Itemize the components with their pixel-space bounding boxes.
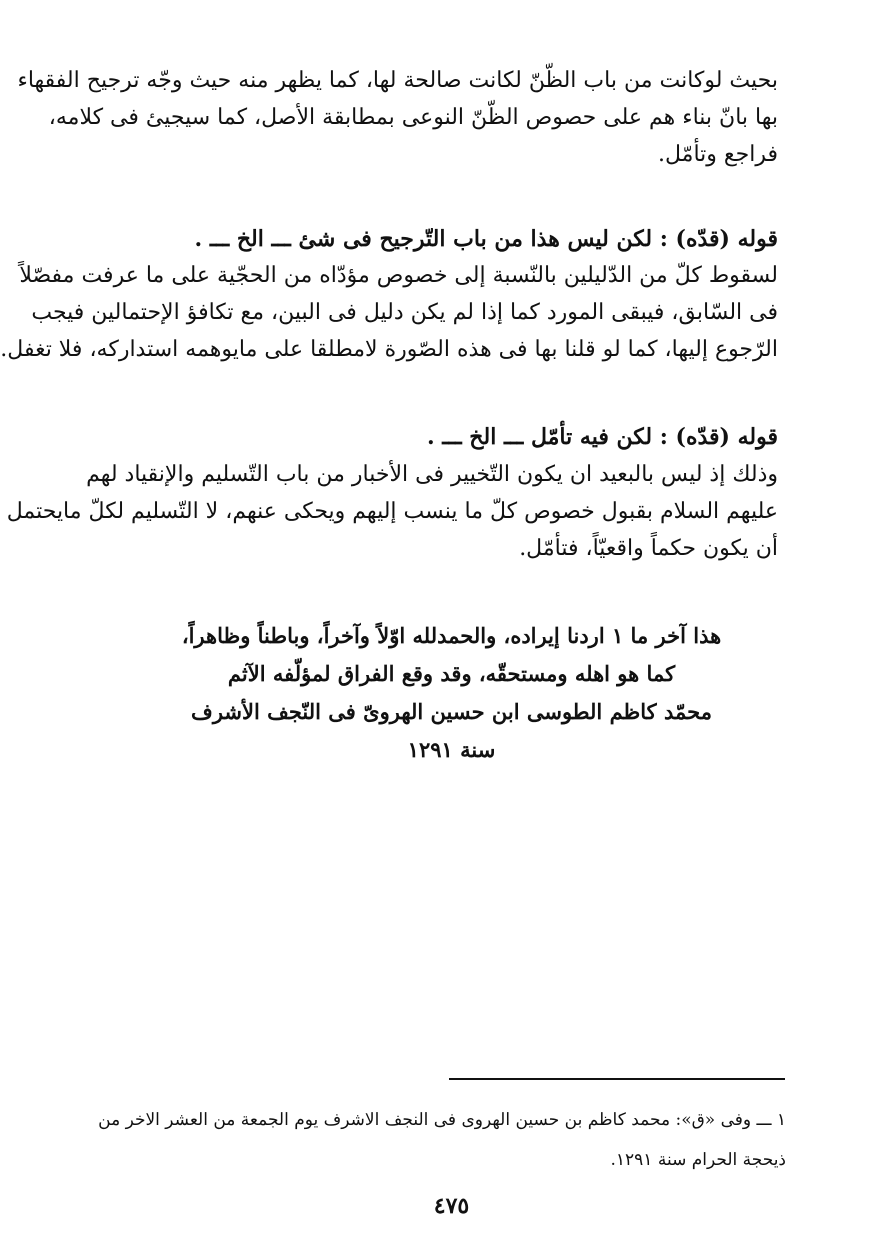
text-line: عليهم السلام بقبول خصوص كلّ ما ينسب إليهم ويحكى عنهم، لا التّسليم لكلّ مايحتمل: [6, 499, 778, 524]
section-heading: قوله (قدّه) : لكن فيه تأمّل ـــ الخ ـــ .: [426, 424, 778, 450]
text-line: لسقوط كلّ من الدّليلين بالنّسبة إلى خصوص مؤدّاه من الحجّية على ما عرفت مفصّلاً: [19, 263, 778, 288]
colophon-line: محمّد كاظم الطوسى ابن حسين الهروىّ فى النّجف الأشرف: [191, 699, 712, 724]
text-line: بها بانّ بناء هم على حصوص الظّنّ النوعى بمطابقة الأصل، كما سيجيئ فى كلامه،: [48, 105, 778, 130]
text-line: بحيث لوكانت من باب الظّنّ لكانت صالحة لها، كما يظهر منه حيث وجّه ترجيح الفقهاء: [17, 68, 778, 93]
text-line: وذلك إذ ليس بالبعيد ان يكون التّخيير فى الأخبار من باب التّسليم والإنقياد لهم: [86, 462, 778, 487]
text-line: الرّجوع إليها، كما لو قلنا بها فى هذه الصّورة لامطلقا على مايوهمه استداركه، فلا تغفل.: [0, 337, 778, 362]
footnote-line: ١ ـــ وفى «ق»: محمد كاظم بن حسين الهروى فى النجف الاشرف يوم الجمعة من العشر الاخر من: [98, 1110, 786, 1130]
footnote: [98, 1100, 786, 1180]
paragraph-continuation: [17, 62, 778, 173]
colophon-line: هذا آخر ما ١ اردنا إيراده، والحمدلله اوّلاً وآخراً، وباطناً وظاهراً،: [181, 623, 722, 648]
footnote-line: ذيحجة الحرام سنة ١٢٩١.: [610, 1150, 786, 1170]
text-line: فراجع وتأمّل.: [658, 142, 778, 167]
colophon-line: كما هو اهله ومستحقّه، وقد وقع الفراق لمؤلّفه الآثم: [227, 661, 676, 686]
footnote-divider: [449, 1078, 785, 1080]
section-heading: قوله (قدّه) : لكن ليس هذا من باب التّرجيح فى شئ ـــ الخ ـــ .: [194, 226, 778, 252]
colophon-date: سنة ١٢٩١: [407, 737, 496, 762]
text-line: أن يكون حكماً واقعيّاً، فتأمّل.: [519, 536, 778, 561]
paragraph-body: [6, 456, 778, 567]
page-number: ٤٧٥: [433, 1193, 470, 1219]
text-line: فى السّابق، فيبقى المورد كما إذا لم يكن دليل فى البين، مع تكافؤ الإحتمالين فيجب: [31, 300, 778, 325]
paragraph-body: [0, 257, 778, 368]
colophon: [21, 617, 882, 769]
